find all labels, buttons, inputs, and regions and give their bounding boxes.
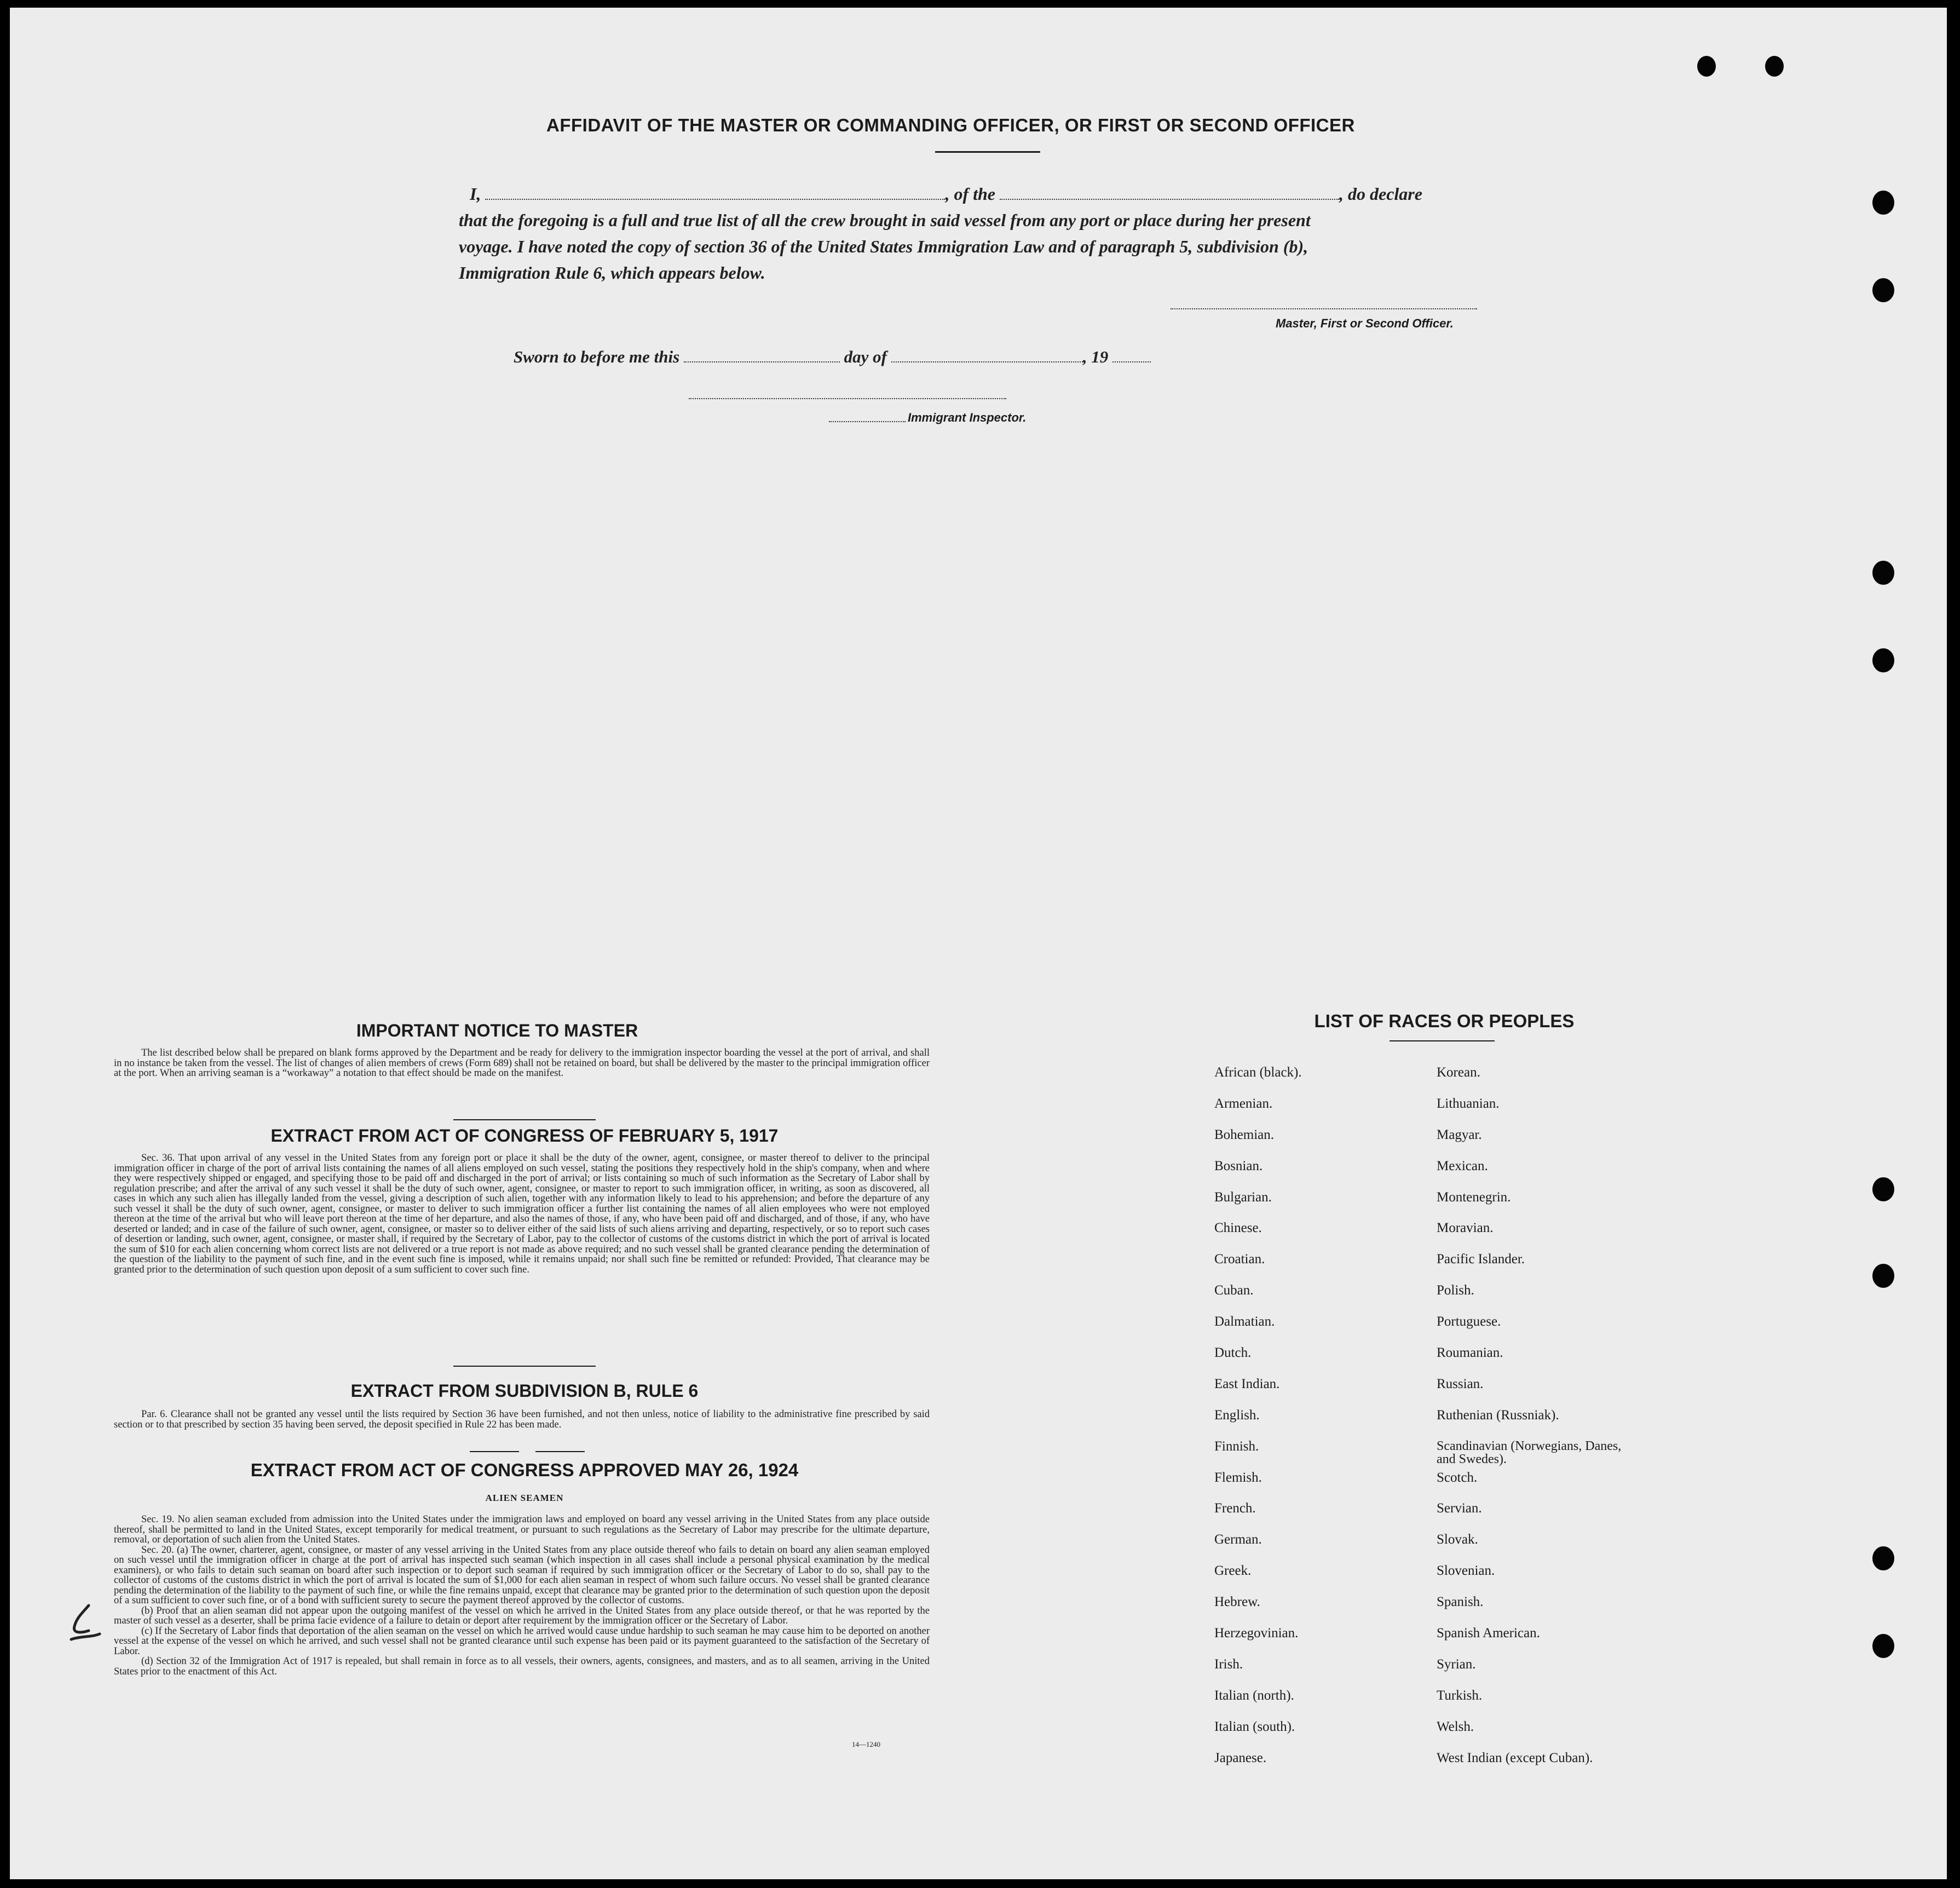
vessel-blank[interactable] <box>1000 198 1339 200</box>
form-number: 14—1240 <box>852 1740 880 1748</box>
race-item: Dutch. <box>1214 1345 1252 1361</box>
race-item: Moravian. <box>1437 1221 1494 1236</box>
races-title-rule <box>1390 1040 1495 1041</box>
declaration-line-3: voyage. I have noted the copy of section 36 of the United States Immigration Law and of paragraph 5, subdivision (b), <box>459 237 1308 256</box>
race-item: Scotch. <box>1437 1470 1478 1485</box>
race-item: Cuban. <box>1214 1283 1254 1298</box>
race-item: African (black). <box>1214 1065 1302 1080</box>
name-blank[interactable] <box>485 198 945 200</box>
extract-1924-title: EXTRACT FROM ACT OF CONGRESS APPROVED MAY 26, 1924 <box>250 1460 799 1480</box>
section-rule <box>470 1451 519 1452</box>
inspector-label: Immigrant Inspector. <box>908 411 1027 424</box>
punch-hole <box>1697 56 1716 77</box>
race-item: Dalmatian. <box>1214 1314 1275 1329</box>
extract-1917-text: Sec. 36. That upon arrival of any vessel in the United States from any foreign port or place it shall be the duty of the owner, agent, consignee, or master thereof to deliver to the principal immigration officer in charge of the port of arrival lists containing the names of all aliens employed on such vessel, stating the positions they respectively hold in the ship's company, when and where they were respectively shipped or engaged, and specifying those to be paid off and discharged in the port of arrival; or lists containing so much of such information as the Secretary of Labor shall by regulation prescribe; and after the arrival of any such vessel it shall be the duty of such owner, agent, consignee, or master to report to such immigration officer, in writing, as soon as discovered, all cases in which any such alien has illegally landed from the vessel, giving a description of such alien, together with any information likely to lead to his apprehension; and before the departure of any such vessel it shall be the duty of such owner, agent, consignee, or master to deliver to such immigration officer a further list containing the names of all alien employees who were not employed thereon at the time of the arrival but who will leave port thereon at the time of her departure, and also the names of those, if any, who have been paid off and discharged, and of those, if any, who have deserted or landed; and in case of the failure of such owner, agent, consignee, or master so to deliver either of the said lists of such aliens arriving and departing, respectively, or so to report such cases of desertion or landing, such owner, agent, consignee, or master shall, if required by the Secretary of Labor, pay to the collector of customs of the customs district in which the port of arrival is located the sum of $10 for each alien concerning whom correct lists are not delivered or a true report is not made as above required; and no such vessel shall be granted clearance pending the determination of the question of the liability to the payment of such fine, and in the event such fine is imposed, while it remains unpaid; nor shall such fine be remitted or refunded: Provided, That clearance may be granted prior to the determination of such question upon deposit of a sum sufficient to cover such fine. <box>114 1153 930 1275</box>
race-item: Hebrew. <box>1214 1595 1260 1610</box>
race-item: West Indian (except Cuban). <box>1437 1750 1593 1765</box>
race-item: Chinese. <box>1214 1221 1262 1236</box>
extract-rule6-text: Par. 6. Clearance shall not be granted any vessel until the lists required by Section 36 have been furnished, and not then unless, notice of liability to the administrative fine prescribed by said section or to that prescribed by section 35 having been served, the deposit specified in Rule 22 has been made. <box>114 1409 930 1430</box>
sworn-day-blank[interactable] <box>684 361 840 362</box>
race-item: Italian (south). <box>1214 1719 1295 1734</box>
race-item: East Indian. <box>1214 1376 1280 1391</box>
race-item: Bohemian. <box>1214 1127 1275 1142</box>
race-item: Russian. <box>1437 1376 1484 1391</box>
race-item: Mexican. <box>1437 1158 1488 1173</box>
section-rule <box>453 1119 596 1120</box>
punch-hole <box>1872 1634 1894 1658</box>
punch-hole <box>1872 1177 1894 1201</box>
race-item: Croatian. <box>1214 1252 1265 1267</box>
race-item: Ruthenian (Russniak). <box>1437 1407 1559 1423</box>
race-item: Italian (north). <box>1214 1688 1294 1703</box>
handwritten-mark <box>67 1601 105 1650</box>
race-item: Welsh. <box>1437 1719 1474 1734</box>
race-item: Greek. <box>1214 1563 1252 1579</box>
inspector-signature-blank[interactable] <box>689 398 1006 399</box>
race-item: German. <box>1214 1532 1262 1547</box>
punch-hole <box>1872 648 1894 672</box>
punch-hole <box>1872 1264 1894 1288</box>
race-item: Polish. <box>1437 1283 1474 1298</box>
race-item: Armenian. <box>1214 1096 1273 1111</box>
race-item: Scandinavian (Norwegians, Danes, and Swedes). <box>1437 1438 1622 1466</box>
punch-hole <box>1872 278 1894 302</box>
race-item: Japanese. <box>1214 1750 1267 1765</box>
race-item: Pacific Islander. <box>1437 1252 1525 1267</box>
races-title: LIST OF RACES OR PEOPLES <box>1314 1011 1575 1031</box>
extract-1924-text: Sec. 19. No alien seaman excluded from admission into the United States under the immigration laws and employed on board any vessel arriving in the United States from any place outside thereof, shall be permitted to land in the United States, except temporarily for medical treatment, or pursuant to such regulations as the Secretary of Labor may prescribe for the ultimate departure, removal, or deportation of such alien from the United States. Sec. 20. (a) The owner, charterer, agent, consignee, or master of any vessel arriving in the United States from any place outside thereof who fails to detain on board any alien seaman employed on such vessel until the immigration officer in charge at the port of arrival has inspected such seaman (which inspection in all cases shall include a personal physical examination by the medical examiners), or who fails to detain such seaman on board after such inspection or to deport such seaman if required by such immigration officer or the Secretary of Labor to do so, shall pay to the collector of customs of the customs district in which the port of arrival is located the sum of $1,000 for each alien seaman in respect of whom such failure occurs. No vessel shall be granted clearance pending the determination of the liability to the payment of such fine, or while the fine remains unpaid, except that clearance may be granted prior to the determination of such question upon the deposit of a sum sufficient to cover such fine, or of a bond with sufficient surety to secure the payment thereof approved by the collector of customs. (b) Proof that an alien seaman did not appear upon the outgoing manifest of the vessel on which he arrived in the United States from any place outside thereof, or that he was reported by the master of such vessel as a deserter, shall be prima facie evidence of a failure to detain or deport after requirement by the immigration officer or the Secretary of Labor. (c) If the Secretary of Labor finds that deportation of the alien seaman on the vessel on which he arrived would cause undue hardship to such seaman he may cause him to be deported on another vessel at the expense of the vessel on which he arrived, and such vessel shall not be granted clearance until such expense has been paid or its payment guaranteed to the satisfaction of the Secretary of Labor. (d) Section 32 of the Immigration Act of 1917 is repealed, but shall remain in force as to all vessels, their owners, agents, consignees, and masters, and as to all seamen, arriving in the United States prior to the enactment of this Act. <box>114 1514 930 1677</box>
form-page <box>10 8 1947 1879</box>
race-item: Korean. <box>1437 1065 1480 1080</box>
section-rule <box>535 1451 585 1452</box>
sworn-line: Sworn to before me this day of , 19 <box>514 347 1151 367</box>
race-item: Spanish. <box>1437 1595 1484 1610</box>
race-item: Roumanian. <box>1437 1345 1503 1361</box>
punch-hole <box>1872 1546 1894 1570</box>
punch-hole <box>1872 561 1894 585</box>
extract-1917-title: EXTRACT FROM ACT OF CONGRESS OF FEBRUARY 5, 1917 <box>270 1126 779 1146</box>
race-item: Spanish American. <box>1437 1626 1540 1641</box>
notice-title: IMPORTANT NOTICE TO MASTER <box>356 1021 638 1040</box>
race-item: Bulgarian. <box>1214 1189 1272 1205</box>
inspector-signature-blank-2[interactable] <box>829 421 906 422</box>
race-item: Montenegrin. <box>1437 1189 1511 1205</box>
race-item: Irish. <box>1214 1656 1243 1672</box>
race-item: Bosnian. <box>1214 1158 1263 1173</box>
race-item: Slovenian. <box>1437 1563 1495 1579</box>
races-right-column <box>1437 1066 1634 1782</box>
race-item: English. <box>1214 1407 1260 1423</box>
affidavit-title: AFFIDAVIT OF THE MASTER OR COMMANDING OFFICER, OR FIRST OR SECOND OFFICER <box>546 115 1355 135</box>
master-signature-blank[interactable] <box>1171 308 1477 309</box>
section-rule <box>453 1366 596 1367</box>
sworn-year-blank[interactable] <box>1112 361 1151 362</box>
punch-hole <box>1765 56 1784 77</box>
punch-hole <box>1872 191 1894 215</box>
race-item: Servian. <box>1437 1501 1482 1516</box>
race-item: Slovak. <box>1437 1532 1478 1547</box>
race-item: Portuguese. <box>1437 1314 1501 1329</box>
race-item: Syrian. <box>1437 1656 1476 1672</box>
race-item: Flemish. <box>1214 1470 1262 1485</box>
race-item: Finnish. <box>1214 1438 1259 1454</box>
extract-rule6-title: EXTRACT FROM SUBDIVISION B, RULE 6 <box>350 1381 699 1401</box>
races-left-column <box>1214 1066 1302 1782</box>
race-item: Herzegovinian. <box>1214 1626 1299 1641</box>
race-item: Turkish. <box>1437 1688 1483 1703</box>
master-signature-label: Master, First or Second Officer. <box>1276 316 1454 330</box>
sworn-month-blank[interactable] <box>891 361 1083 362</box>
alien-seamen-subtitle: ALIEN SEAMEN <box>485 1493 564 1503</box>
declaration-line-4: Immigration Rule 6, which appears below. <box>459 263 765 283</box>
race-item: Magyar. <box>1437 1127 1482 1142</box>
declaration-line-1: I, , of the , do declare <box>470 184 1422 204</box>
race-item: Lithuanian. <box>1437 1096 1500 1111</box>
declaration-line-2: that the foregoing is a full and true list of all the crew brought in said vessel from any port or place during her present <box>459 210 1311 230</box>
title-rule <box>935 151 1040 153</box>
notice-text: The list described below shall be prepared on blank forms approved by the Department and be ready for delivery to the immigration inspector boarding the vessel at the port of arrival, and shall in no instance be taken from the vessel. The list of changes of alien members of crews (Form 689) shall not be retained on board, but shall be delivered by the master to the principal immigration officer at the port. When an arriving seaman is a “workaway” a notation to that effect should be made on the manifest. <box>114 1047 930 1079</box>
race-item: French. <box>1214 1501 1256 1516</box>
